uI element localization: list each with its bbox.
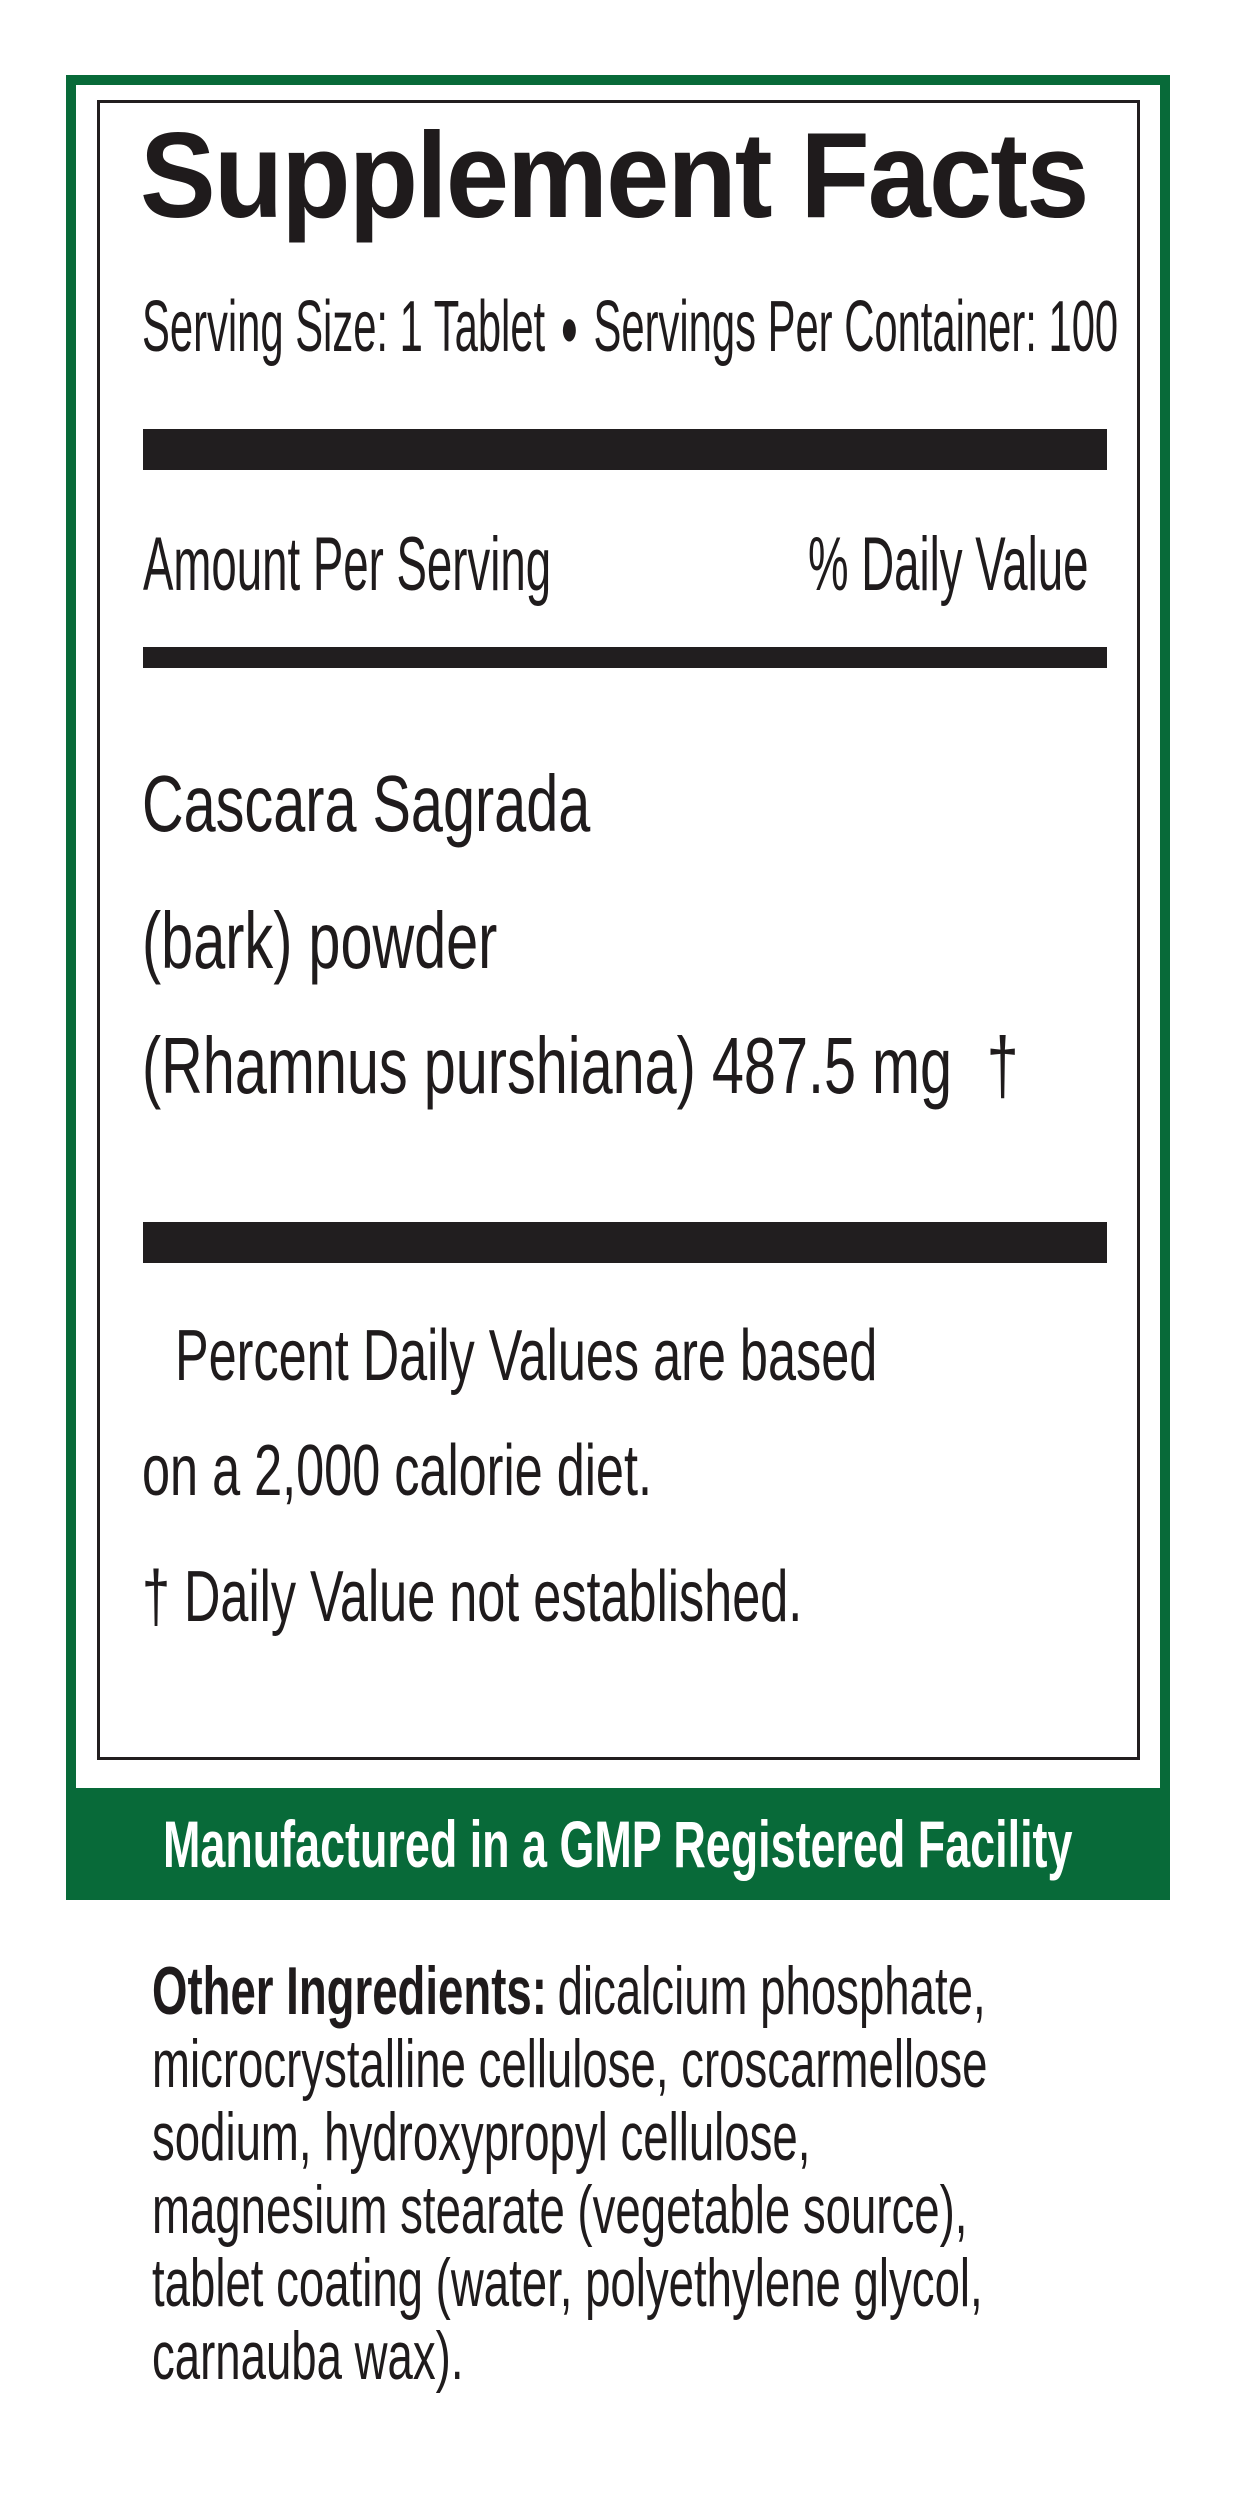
divider-bar-thick-top [143, 429, 1107, 470]
gmp-banner [66, 1788, 1170, 1900]
other-ingredients-line: tablet coating (water, polyethylene glycol, [152, 2245, 983, 2321]
other-ingredients-line: microcrystalline cellulose, croscarmellose [152, 2026, 988, 2102]
bullet-separator-icon: ● [560, 299, 579, 357]
percent-daily-value-heading: % Daily Value [807, 522, 1088, 607]
other-ingredients-text: dicalcium phosphate, [557, 1953, 986, 2029]
other-ingredients-line: magnesium stearate (vegetable source), [152, 2172, 968, 2248]
daily-value-dagger: † [986, 1021, 1019, 1110]
supplement-facts-title: Supplement Facts [140, 107, 1088, 243]
footnote-line-1: Percent Daily Values are based [175, 1316, 878, 1396]
footnote-line-2: on a 2,000 calorie diet. [142, 1431, 652, 1511]
other-ingredients-line: sodium, hydroxypropyl cellulose, [152, 2099, 811, 2175]
servings-per-container-text: Servings Per Container: 100 [593, 287, 1119, 367]
divider-bar-thick-bottom [143, 1222, 1107, 1263]
other-ingredients-line: carnauba wax). [152, 2318, 464, 2394]
ingredient-amount-line [142, 1021, 1019, 1110]
other-ingredients [152, 1955, 1202, 2393]
gmp-banner-text: Manufactured in a GMP Registered Facility [163, 1807, 1073, 1881]
other-ingredients-heading: Other Ingredients: [152, 1953, 547, 2029]
divider-bar-thin [143, 647, 1107, 668]
ingredient-amount-text: (Rhamnus purshiana) 487.5 mg [142, 1021, 953, 1110]
serving-info-line [142, 287, 1119, 367]
serving-size-text: Serving Size: 1 Tablet [142, 287, 546, 367]
supplement-label [66, 75, 1170, 1900]
ingredient-name-line-2: (bark) powder [142, 896, 498, 985]
ingredient-name-line-1: Cascara Sagrada [142, 759, 591, 848]
amount-per-serving-heading: Amount Per Serving [143, 522, 552, 607]
footnote-line-3: † Daily Value not established. [142, 1557, 803, 1637]
other-ingredients-line [152, 1953, 986, 2029]
